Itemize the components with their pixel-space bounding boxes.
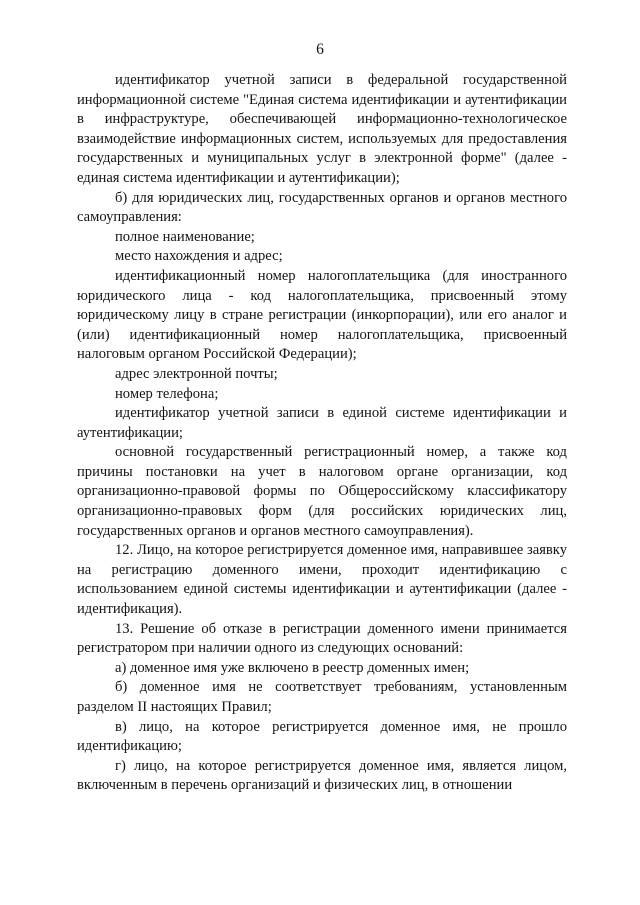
paragraph-esia-account: идентификатор учетной записи в единой системе идентификации и аутентификации;: [77, 405, 567, 441]
paragraph-account-identifier: идентификатор учетной записи в федеральной государственной информационной системе "Единая система идентификации и аутентификации в инфраструктуре, обеспечивающей информационно-технологическое взаимодействие информационных систем, используемых для предоставления государственных и муниципальных услуг в электронной форме" (далее - единая система идентификации и аутентификации);: [77, 72, 567, 186]
paragraph-reason-b: б) доменное имя не соответствует требованиям, установленным разделом II настоящих Правил;: [77, 679, 567, 715]
paragraph-reason-a: а) доменное имя уже включено в реестр доменных имен;: [115, 659, 470, 676]
paragraph-full-name: полное наименование;: [115, 228, 255, 245]
paragraph-location-address: место нахождения и адрес;: [115, 248, 283, 265]
paragraph-email: адрес электронной почты;: [115, 365, 278, 382]
document-body: [77, 71, 567, 796]
paragraph-reason-g: г) лицо, на которое регистрируется доменное имя, является лицом, включенным в перечень организаций и физических лиц, в отношении: [77, 757, 567, 794]
paragraph-section-12: 12. Лицо, на которое регистрируется доменное имя, направившее заявку на регистрацию доменного имени, проходит идентификацию с использованием единой системы идентификации и аутентификации (далее - идентификация).: [77, 542, 567, 618]
paragraph-legal-entities-heading: б) для юридических лиц, государственных органов и органов местного самоуправления:: [77, 189, 567, 226]
paragraph-registration-number: основной государственный регистрационный номер, а также код причины постановки на учет в налоговом органе организации, код организационно-правовой формы по Общероссийскому классификатору организационно-правовых форм (для российских юридических лиц, государственных органов и органов местного самоуправления).: [77, 444, 567, 539]
paragraph-reason-v: в) лицо, на которое регистрируется доменное имя, не прошло идентификацию;: [77, 718, 567, 755]
paragraph-section-13: 13. Решение об отказе в регистрации доменного имени принимается регистратором при наличии одного из следующих оснований:: [77, 620, 567, 657]
paragraph-phone: номер телефона;: [115, 385, 219, 402]
paragraph-taxpayer-id: идентификационный номер налогоплательщика (для иностранного юридического лица - код налогоплательщика, присвоенный этому юридическому лицу в стране регистрации (инкорпорации), или его аналог и (или) идентификационный номер налогоплательщика, присвоенный налоговым органом Российской Федерации);: [77, 267, 567, 363]
page-number: 6: [316, 41, 324, 58]
